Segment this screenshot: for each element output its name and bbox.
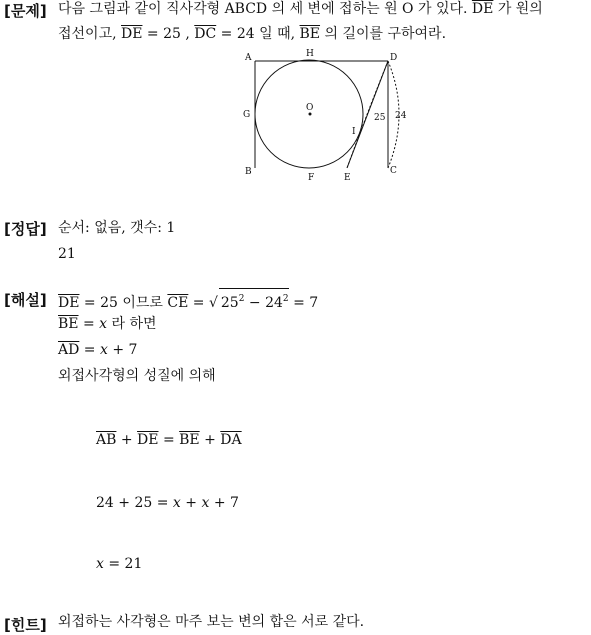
solution-text: 라 하면 xyxy=(111,316,157,332)
variable-x: x xyxy=(99,316,108,332)
problem-line-2 xyxy=(58,24,446,44)
label-d: D xyxy=(390,53,398,63)
equation-3 xyxy=(96,556,142,572)
hint-text: 외접하는 사각형은 마주 보는 변의 합은 서로 같다. xyxy=(58,614,365,630)
solution-tag: [해설] xyxy=(4,291,47,309)
solution-text: = 25 이므로 xyxy=(83,295,163,311)
equation-2 xyxy=(96,495,239,511)
equation-1 xyxy=(96,432,242,448)
variable-x: x xyxy=(96,556,104,572)
segment-be: $\overline{BE}$ xyxy=(299,26,321,42)
segment-ab: $\overline{AB}$ xyxy=(96,432,117,448)
problem-tag: [문제] xyxy=(4,2,47,20)
segment-de: $\overline{DE}$ xyxy=(137,432,159,448)
problem-text: 가 원의 xyxy=(497,1,543,17)
solution-text: = xyxy=(82,316,95,332)
problem-text: = 25 , xyxy=(146,26,190,42)
label-dc-length: 24 xyxy=(395,111,407,121)
solution-line-4: 외접사각형의 성질에 의해 xyxy=(58,368,216,384)
problem-text: 의 길이를 구하여라. xyxy=(324,26,447,42)
radicand-term: − 24 xyxy=(248,295,283,311)
solution-text: = 7 xyxy=(293,295,319,311)
label-c: C xyxy=(390,166,397,176)
label-b: B xyxy=(245,167,252,177)
segment-de: $\overline{DE}$ xyxy=(121,26,143,42)
variable-x: x xyxy=(172,495,181,511)
segment-de: $\overline{DE}$ xyxy=(58,295,80,311)
exponent: 2 xyxy=(238,294,245,304)
label-i: I xyxy=(352,127,356,137)
answer-tag: [정답] xyxy=(4,220,47,238)
label-a: A xyxy=(245,53,252,63)
operator: = xyxy=(162,432,175,448)
solution-text: = xyxy=(192,295,205,311)
problem-text: = 24 일 때, xyxy=(220,26,296,42)
operator: + xyxy=(185,495,197,511)
answer-meta: 순서: 없음, 갯수: 1 xyxy=(58,220,176,236)
exponent: 2 xyxy=(282,294,289,304)
sqrt-symbol: √ xyxy=(208,295,218,311)
variable-x: x xyxy=(201,495,210,511)
label-e: E xyxy=(344,173,351,183)
sqrt-radicand xyxy=(219,288,289,313)
label-de-length: 25 xyxy=(374,113,386,123)
label-g: G xyxy=(243,110,251,120)
label-o: O xyxy=(306,103,314,113)
solution-text: = xyxy=(83,342,96,358)
segment-ad: $\overline{AD}$ xyxy=(58,342,80,358)
segment-dc: $\overline{DC}$ xyxy=(194,26,217,42)
answer-value: 21 xyxy=(58,246,76,262)
segment-da: $\overline{DA}$ xyxy=(220,432,242,448)
variable-x: x xyxy=(99,342,108,358)
hint-tag: [힌트] xyxy=(4,616,47,634)
solution-line-2 xyxy=(58,314,157,334)
geometry-figure xyxy=(238,46,418,186)
solution-line-3 xyxy=(58,340,137,360)
equation-text: 24 + 25 = xyxy=(96,495,169,511)
problem-text: 접선이고, xyxy=(58,26,117,42)
solution-text: + 7 xyxy=(112,342,138,358)
operator: + xyxy=(120,432,133,448)
segment-ce: $\overline{CE}$ xyxy=(167,295,189,311)
equation-text: = 21 xyxy=(108,556,143,572)
problem-line-1 xyxy=(58,0,543,19)
equation-text: + 7 xyxy=(213,495,239,511)
solution-line-1 xyxy=(58,288,318,313)
segment-de: $\overline{DE}$ xyxy=(471,1,494,17)
radicand-term: 25 xyxy=(220,295,239,311)
segment-be: $\overline{BE}$ xyxy=(58,316,79,332)
segment-be: $\overline{BE}$ xyxy=(179,432,200,448)
label-f: F xyxy=(308,173,315,183)
problem-text: 다음 그림과 같이 직사각형 ABCD 의 세 변에 접하는 원 O 가 있다. xyxy=(58,1,468,17)
label-h: H xyxy=(306,49,314,59)
operator: + xyxy=(204,432,216,448)
